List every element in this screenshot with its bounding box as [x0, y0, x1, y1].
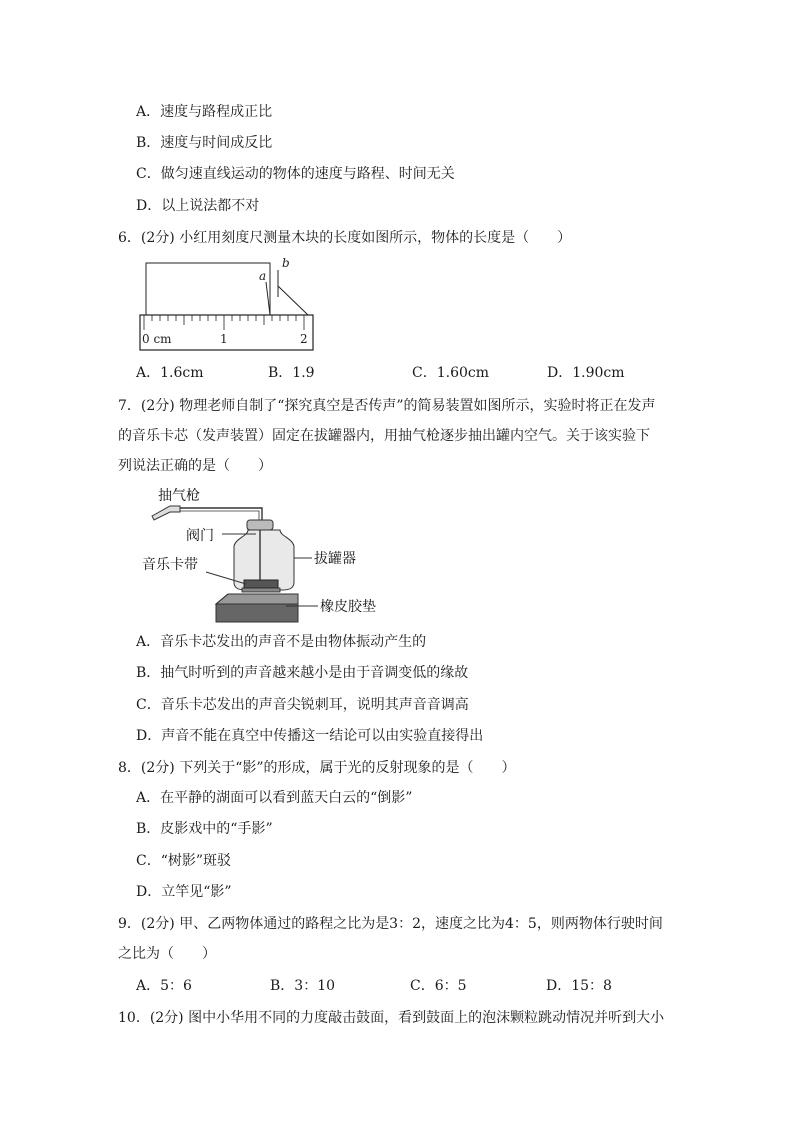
- q10-stem-line1: 10．(2分) 图中小华用不同的力度敲击鼓面，看到鼓面上的泡沫颗粒跳动情况并听到大小: [118, 1010, 665, 1026]
- pointer-line-a: [266, 282, 270, 315]
- ruler-label-0: 0 cm: [142, 332, 172, 346]
- label-jar: 拔罐器: [314, 551, 356, 567]
- label-b: b: [282, 256, 290, 270]
- q9-option-c: C．6：5: [410, 978, 467, 994]
- label-music-card: 音乐卡带: [142, 557, 198, 573]
- q6-option-b: B．1.9: [268, 365, 315, 381]
- wooden-block: [146, 263, 270, 315]
- q6-option-d: D．1.90cm: [547, 365, 625, 381]
- q8-option-d: D．立竿见“影”: [136, 884, 232, 900]
- music-card: [244, 580, 278, 588]
- q9-option-d: D．15：8: [546, 978, 612, 994]
- q7-option-a: A．音乐卡芯发出的声音不是由物体振动产生的: [136, 634, 427, 650]
- q8-stem: 8．(2分) 下列关于“影”的形成，属于光的反射现象的是（ ）: [118, 760, 516, 776]
- label-valve: 阀门: [186, 528, 214, 544]
- q9-option-a: A．5：6: [136, 978, 192, 994]
- q6-option-c: C．1.60cm: [412, 365, 489, 381]
- q6-stem: 6．(2分) 小红用刻度尺测量木块的长度如图所示，物体的长度是（ ）: [118, 230, 572, 246]
- q9-option-b: B．3：10: [270, 978, 336, 994]
- q9-stem-line2: 之比为（ ）: [118, 946, 216, 962]
- q5-option-c: C．做匀速直线运动的物体的速度与路程、时间无关: [136, 166, 455, 182]
- q6-option-a: A．1.6cm: [136, 365, 204, 381]
- q7-option-d: D．声音不能在真空中传播这一结论可以由实验直接得出: [136, 728, 484, 744]
- jar-cap: [247, 520, 273, 530]
- label-pump: 抽气枪: [158, 488, 200, 504]
- ruler-figure: [136, 252, 320, 354]
- pointer-line-b-diag: [278, 286, 308, 315]
- q5-option-b: B．速度与时间成反比: [136, 135, 273, 151]
- q5-option-a: A．速度与路程成正比: [136, 104, 273, 120]
- q8-option-a: A．在平静的湖面可以看到蓝天白云的“倒影”: [136, 790, 413, 806]
- base-plate: [216, 604, 298, 622]
- label-rubber-pad: 橡皮胶垫: [320, 599, 376, 615]
- q7-stem-line3: 列说法正确的是（ ）: [118, 458, 272, 474]
- q7-option-b: B．抽气时听到的声音越来越小是由于音调变低的缘故: [136, 665, 469, 681]
- q8-option-c: C．“树影”斑驳: [136, 853, 232, 869]
- vacuum-apparatus-figure: [136, 482, 396, 624]
- q7-option-c: C．音乐卡芯发出的声音尖锐刺耳，说明其声音音调高: [136, 697, 469, 713]
- q7-stem-line2: 的音乐卡芯（发声装置）固定在拔罐器内，用抽气枪逐步抽出罐内空气。关于该实验下: [118, 428, 650, 444]
- ruler-label-2: 2: [300, 332, 308, 346]
- q5-option-d: D．以上说法都不对: [136, 198, 260, 214]
- q7-stem-line1: 7．(2分) 物理老师自制了“探究真空是否传声”的简易装置如图所示，实验时将正在发声: [118, 398, 656, 414]
- rubber-pad: [216, 594, 298, 604]
- pump-gun: [152, 506, 180, 520]
- label-a: a: [259, 269, 267, 283]
- q8-option-b: B．皮影戏中的“手影”: [136, 821, 273, 837]
- q9-stem-line1: 9．(2分) 甲、乙两物体通过的路程之比为是3：2，速度之比为4：5，则两物体行驶时间: [118, 916, 663, 932]
- ruler-label-1: 1: [220, 332, 228, 346]
